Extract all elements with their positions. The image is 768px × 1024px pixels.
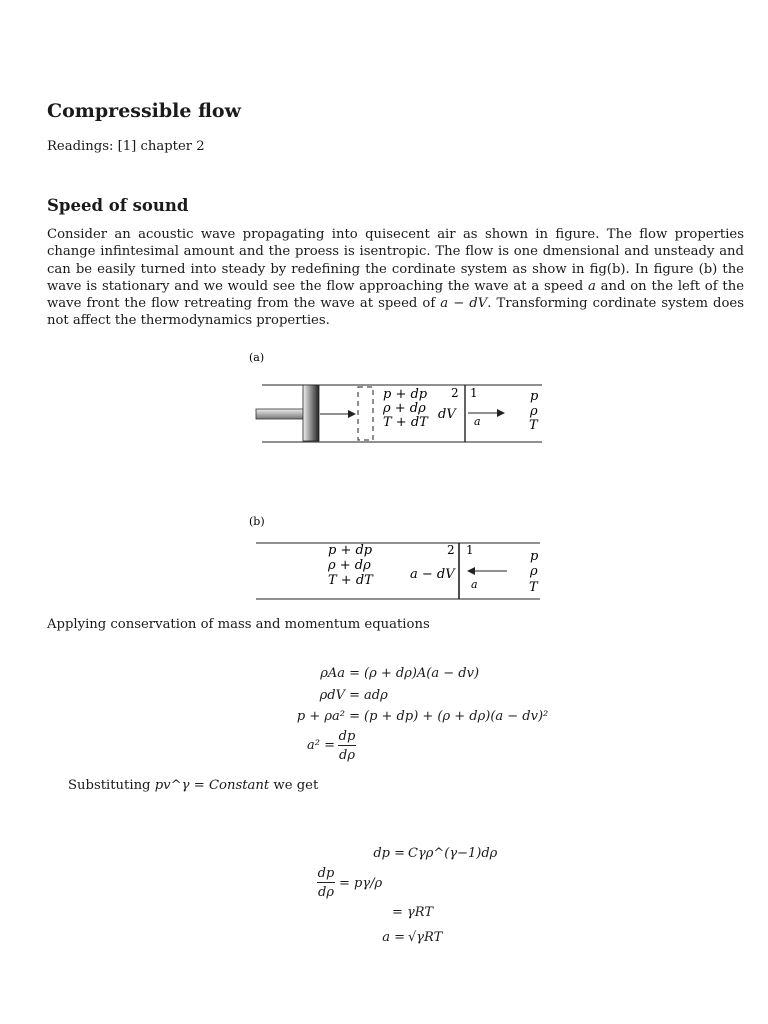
state-b-rho: ρ	[530, 564, 538, 579]
eq6-denominator: dρ	[318, 885, 334, 900]
state-rho: ρ	[530, 404, 538, 419]
eq3-lhs: p + ρa² =	[296, 709, 360, 724]
eq1-lhs: ρAa =	[320, 666, 360, 681]
station-2-b: 2	[447, 543, 455, 557]
readings-line: Readings: [1] chapter 2	[47, 139, 205, 154]
eq4-numerator: dp	[338, 729, 356, 744]
intro-paragraph	[47, 226, 744, 330]
state-p-dp: p + dp	[383, 387, 428, 402]
wave-arrow	[497, 409, 505, 417]
state-b-rho-drho: ρ + dρ	[328, 558, 371, 573]
state-t: T	[529, 418, 538, 433]
paragraph-text-1: Consider an acoustic wave propagating into quisecent air as shown in figure. The flow properties change infintesimal amount and the proess is isentropic. The flow is one dmensional and unsteady and can be easily turned into steady by redefining the cordinate system as show in fig(b). In figure (b) the wave is stationary and we would see the flow approaching the wave at a speed	[47, 227, 744, 294]
paragraph-text-2: and on the left of the wave front the flow retreating from the wave at speed of	[47, 278, 744, 312]
dashed-control-volume	[358, 387, 373, 440]
label-a: a	[474, 415, 481, 428]
eq3-rhs: (p + dp) + (ρ + dρ)(a − dv)²	[364, 709, 549, 724]
piston	[303, 385, 319, 441]
label-b-a: a	[471, 578, 478, 591]
substituting-expr: pv^γ = Constant	[154, 778, 270, 793]
eq4-lhs: a² =	[307, 738, 335, 753]
eq6-numerator: dp	[317, 866, 335, 881]
eq4-denominator: dρ	[339, 748, 355, 763]
figure-a-label: (a)	[249, 351, 265, 364]
label-a-minus-dv: a − dV	[410, 567, 455, 582]
eq6-rhs: = pγ/ρ	[339, 876, 383, 891]
applying-text: Applying conservation of mass and momentum equations	[47, 617, 430, 632]
paragraph-var-a: a	[588, 278, 596, 294]
state-b-t: T	[529, 580, 538, 595]
figure-b-label: (b)	[249, 515, 265, 528]
state-rho-drho: ρ + dρ	[383, 401, 426, 416]
state-t-dt: T + dT	[383, 415, 428, 430]
state-b-p-dp: p + dp	[328, 543, 373, 558]
section-title: Compressible flow	[47, 100, 241, 122]
state-b-p: p	[530, 549, 539, 564]
piston-rod	[256, 409, 304, 419]
eq5-rhs: Cγρ^(γ−1)dρ	[408, 846, 498, 861]
paragraph-text-3: . Transforming cordinate system does not affect the thermodynamics properties.	[47, 296, 745, 329]
substituting-post: we get	[269, 778, 319, 793]
station-1-b: 1	[466, 543, 474, 557]
eq8-rhs: √γRT	[408, 930, 443, 945]
eq7-rhs: = γRT	[392, 905, 434, 920]
eq8-lhs: a =	[382, 930, 405, 945]
eq2-rhs: adρ	[364, 688, 388, 703]
figure-b	[240, 510, 550, 610]
eq2-lhs: ρdV =	[319, 688, 360, 703]
station-2: 2	[451, 386, 459, 400]
piston-arrow	[348, 410, 356, 418]
state-b-t-dt: T + dT	[328, 573, 373, 588]
paragraph-var-a-minus-dv: a − dV	[440, 296, 488, 312]
eq1-rhs: (ρ + dρ)A(a − dv)	[364, 666, 480, 681]
station-1: 1	[470, 386, 478, 400]
substituting-line	[68, 778, 318, 793]
state-p: p	[530, 389, 539, 404]
substituting-pre: Substituting	[68, 778, 155, 793]
incoming-flow-arrow	[467, 567, 475, 575]
subsection-title: Speed of sound	[47, 196, 189, 215]
eq5-lhs: dp =	[373, 846, 405, 861]
label-dv: dV	[438, 407, 456, 422]
figure-a	[240, 345, 550, 455]
